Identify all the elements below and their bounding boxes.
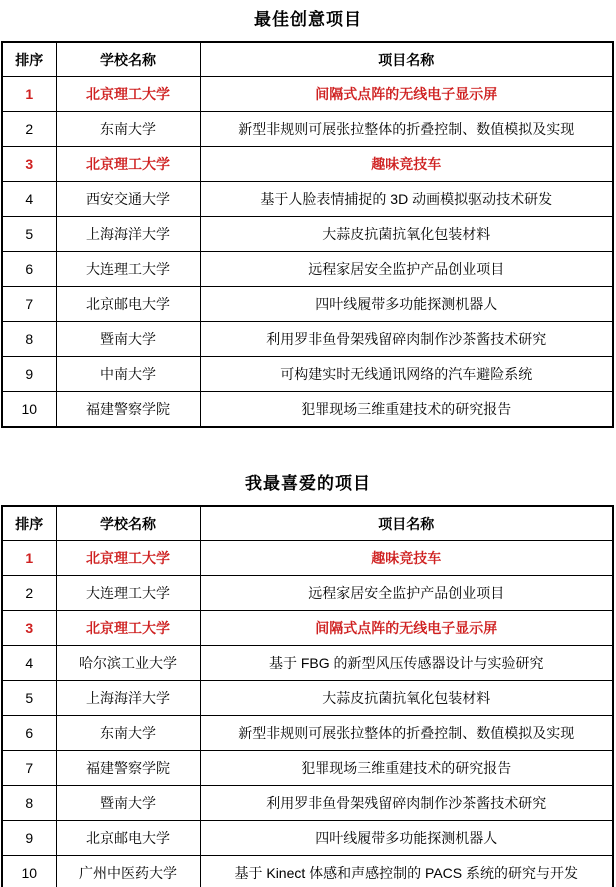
rank-cell: 5 [2, 217, 56, 252]
table-block [0, 0, 616, 428]
school-cell: 暨南大学 [56, 786, 200, 821]
rank-cell: 2 [2, 112, 56, 147]
table-row [2, 541, 613, 576]
column-header: 项目名称 [200, 42, 613, 77]
project-cell: 犯罪现场三维重建技术的研究报告 [200, 751, 613, 786]
table-row [2, 576, 613, 611]
rank-cell: 10 [2, 392, 56, 428]
school-cell: 东南大学 [56, 112, 200, 147]
rank-cell: 2 [2, 576, 56, 611]
table-title: 最佳创意项目 [254, 10, 362, 29]
rank-cell: 7 [2, 751, 56, 786]
table-row [2, 392, 613, 428]
project-cell: 新型非规则可展张拉整体的折叠控制、数值模拟及实现 [200, 716, 613, 751]
rank-cell: 10 [2, 856, 56, 887]
school-cell: 上海海洋大学 [56, 681, 200, 716]
rank-cell: 9 [2, 357, 56, 392]
table-block [0, 428, 616, 887]
project-cell: 基于 Kinect 体感和声感控制的 PACS 系统的研究与开发 [200, 856, 613, 887]
table-row [2, 217, 613, 252]
school-cell: 北京理工大学 [56, 147, 200, 182]
table-row [2, 77, 613, 112]
school-cell: 大连理工大学 [56, 252, 200, 287]
school-cell: 北京理工大学 [56, 77, 200, 112]
table-row [2, 287, 613, 322]
school-cell: 大连理工大学 [56, 576, 200, 611]
table-body [2, 77, 613, 428]
school-cell: 广州中医药大学 [56, 856, 200, 887]
rank-cell: 7 [2, 287, 56, 322]
table-row [2, 322, 613, 357]
school-cell: 福建警察学院 [56, 392, 200, 428]
table-row [2, 646, 613, 681]
project-cell: 新型非规则可展张拉整体的折叠控制、数值模拟及实现 [200, 112, 613, 147]
table-row [2, 147, 613, 182]
project-cell: 基于人脸表情捕捉的 3D 动画模拟驱动技术研发 [200, 182, 613, 217]
school-cell: 北京理工大学 [56, 611, 200, 646]
table-row [2, 821, 613, 856]
header-row [2, 506, 613, 541]
school-cell: 北京邮电大学 [56, 287, 200, 322]
project-cell: 四叶线履带多功能探测机器人 [200, 821, 613, 856]
rank-cell: 5 [2, 681, 56, 716]
school-cell: 上海海洋大学 [56, 217, 200, 252]
rank-cell: 1 [2, 77, 56, 112]
school-cell: 北京邮电大学 [56, 821, 200, 856]
rank-cell: 9 [2, 821, 56, 856]
project-cell: 四叶线履带多功能探测机器人 [200, 287, 613, 322]
school-cell: 暨南大学 [56, 322, 200, 357]
school-cell: 北京理工大学 [56, 541, 200, 576]
table-row [2, 751, 613, 786]
rank-cell: 6 [2, 252, 56, 287]
project-cell: 趣味竞技车 [200, 147, 613, 182]
project-cell: 间隔式点阵的无线电子显示屏 [200, 611, 613, 646]
table-row [2, 611, 613, 646]
column-header: 学校名称 [56, 506, 200, 541]
header-row [2, 42, 613, 77]
rank-cell: 8 [2, 322, 56, 357]
project-cell: 基于 FBG 的新型风压传感器设计与实验研究 [200, 646, 613, 681]
project-cell: 大蒜皮抗菌抗氧化包装材料 [200, 681, 613, 716]
school-cell: 福建警察学院 [56, 751, 200, 786]
rank-cell: 3 [2, 147, 56, 182]
column-header: 排序 [2, 42, 56, 77]
rank-cell: 6 [2, 716, 56, 751]
rank-cell: 1 [2, 541, 56, 576]
project-cell: 远程家居安全监护产品创业项目 [200, 576, 613, 611]
table-row [2, 357, 613, 392]
school-cell: 中南大学 [56, 357, 200, 392]
table-row [2, 252, 613, 287]
project-cell: 间隔式点阵的无线电子显示屏 [200, 77, 613, 112]
project-cell: 利用罗非鱼骨架残留碎肉制作沙茶酱技术研究 [200, 786, 613, 821]
project-cell: 大蒜皮抗菌抗氧化包装材料 [200, 217, 613, 252]
column-header: 学校名称 [56, 42, 200, 77]
project-cell: 犯罪现场三维重建技术的研究报告 [200, 392, 613, 428]
table-row [2, 681, 613, 716]
project-cell: 可构建实时无线通讯网络的汽车避险系统 [200, 357, 613, 392]
column-header: 排序 [2, 506, 56, 541]
table-row [2, 182, 613, 217]
table-row [2, 856, 613, 887]
column-header: 项目名称 [200, 506, 613, 541]
rank-cell: 3 [2, 611, 56, 646]
project-cell: 利用罗非鱼骨架残留碎肉制作沙茶酱技术研究 [200, 322, 613, 357]
project-cell: 趣味竞技车 [200, 541, 613, 576]
ranking-table [1, 41, 614, 428]
table-title: 我最喜爱的项目 [245, 474, 371, 493]
table-row [2, 112, 613, 147]
table-body [2, 541, 613, 887]
table-row [2, 786, 613, 821]
school-cell: 东南大学 [56, 716, 200, 751]
rank-cell: 4 [2, 646, 56, 681]
table-row [2, 716, 613, 751]
rank-cell: 4 [2, 182, 56, 217]
rank-cell: 8 [2, 786, 56, 821]
school-cell: 西安交通大学 [56, 182, 200, 217]
ranking-table [1, 505, 614, 887]
school-cell: 哈尔滨工业大学 [56, 646, 200, 681]
project-cell: 远程家居安全监护产品创业项目 [200, 252, 613, 287]
